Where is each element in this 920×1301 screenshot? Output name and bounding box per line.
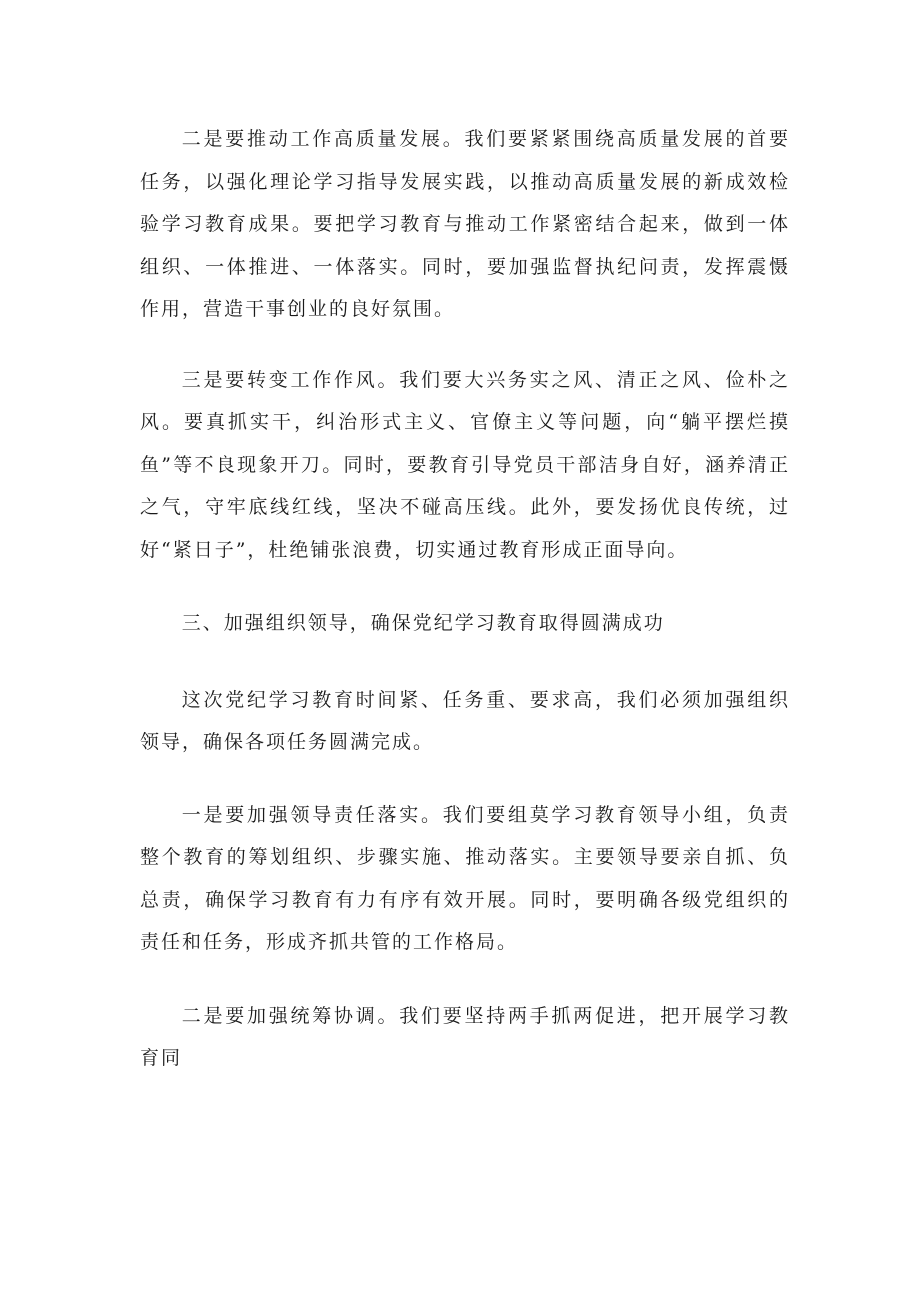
- paragraph-intro-leadership: 这次党纪学习教育时间紧、任务重、要求高，我们必须加强组织领导，确保各项任务圆满完成。: [140, 688, 790, 753]
- section-heading-organization-leadership: 三、加强组织领导，确保党纪学习教育取得圆满成功: [181, 612, 665, 634]
- paragraph-work-development: 二是要推动工作高质量发展。我们要紧紧围绕高质量发展的首要任务，以强化理论学习指导发展实践，以推动高质量发展的新成效检验学习教育成果。要把学习教育与推动工作紧密结合起来，做到一体组织、一体推进、一体落实。同时，要加强监督执纪问责，发挥震慑作用，营造干事创业的良好氛围。: [140, 128, 790, 320]
- paragraph-coordination: 二是要加强统筹协调。我们要坚持两手抓两促进，把开展学习教育同: [140, 1004, 790, 1069]
- paragraph-leadership-responsibility: 一是要加强领导责任落实。我们要组莫学习教育领导小组，负责整个教育的筹划组织、步骤实施、推动落实。主要领导要亲自抓、负总责，确保学习教育有力有序有效开展。同时，要明确各级党组织的责任和任务，形成齐抓共管的工作格局。: [140, 803, 790, 953]
- document-body: [140, 118, 790, 1080]
- paragraph-work-style: 三是要转变工作作风。我们要大兴务实之风、清正之风、俭朴之风。要真抓实干，纠治形式主义、官僚主义等问题，向“躺平摆烂摸鱼”等不良现象开刀。同时，要教育引导党员干部洁身自好，涵养清正之气，守牢底线红线，坚决不碰高压线。此外，要发扬优良传统，过好“紧日子”，杜绝铺张浪费，切实通过教育形成正面导向。: [140, 368, 790, 561]
